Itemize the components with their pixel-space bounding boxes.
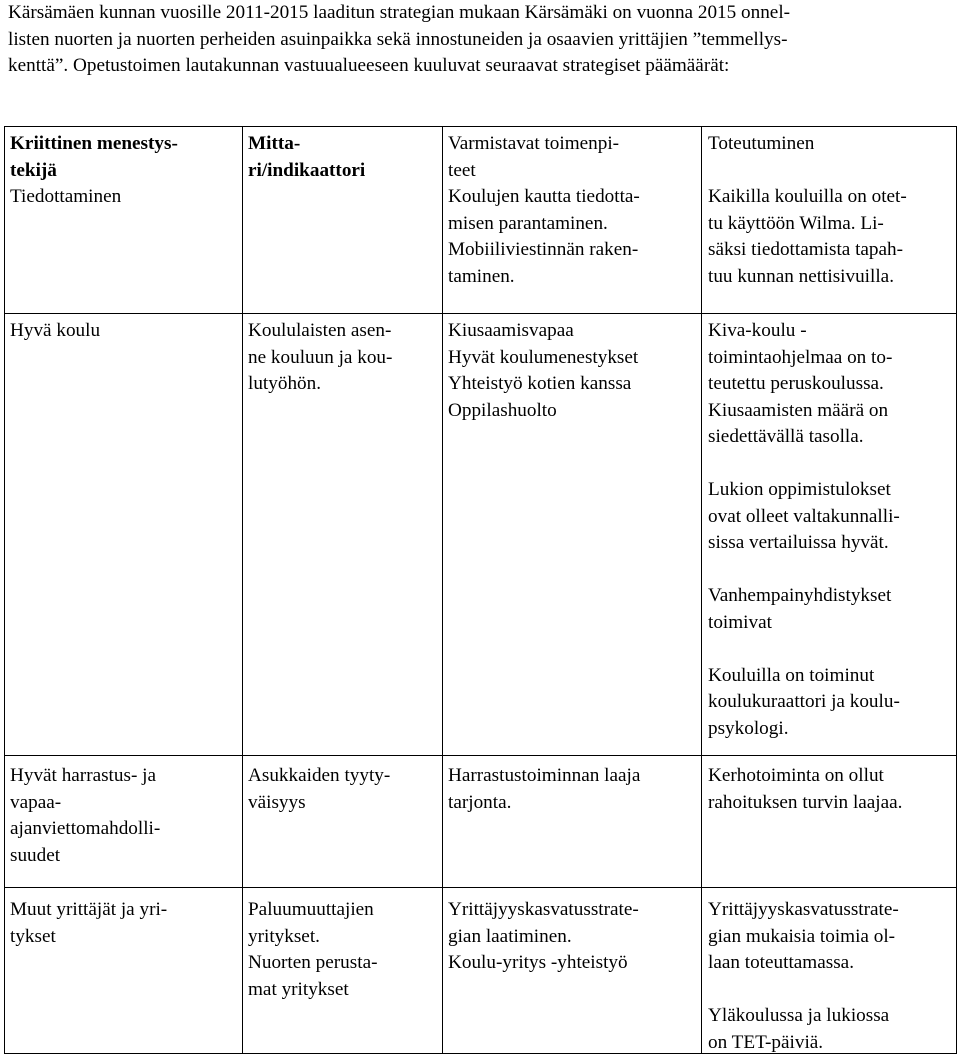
cell-line: Paluumuuttajien — [248, 899, 374, 920]
table-cell-col3 — [448, 318, 638, 424]
header-critical-factor — [10, 131, 178, 184]
cell-line — [708, 557, 900, 584]
cell-line: gian laatiminen. — [448, 925, 572, 947]
cell-line: Oppilashuolto — [448, 399, 557, 421]
table-cell-col2 — [248, 763, 390, 816]
intro-line: kenttä”. Opetustoimen lautakunnan vastuualueeseen kuuluvat seuraavat strategiset päämäärät: — [8, 55, 730, 76]
cell-line: Harrastustoiminnan laaja — [448, 765, 641, 786]
cell-line: sissa vertailuissa hyvät. — [708, 532, 889, 553]
intro-line: listen nuorten ja nuorten perheiden asuinpaikka sekä innostuneiden ja osaavien yrittäjien ”temmellys- — [8, 28, 788, 50]
table-border-v — [4, 126, 5, 1054]
cell-line: ajanviettomahdolli- — [10, 818, 161, 839]
cell-line: Nuorten perusta- — [248, 952, 378, 973]
table-cell-col1 — [10, 897, 167, 950]
intro-line: Kärsämäen kunnan vuosille 2011-2015 laaditun strategian mukaan Kärsämäki on vuonna 2015 onnel- — [8, 2, 791, 23]
table-cell-col4 — [708, 897, 899, 1056]
cell-line: Kaikilla kouluilla on otet- — [708, 186, 907, 207]
cell-line: Toteutuminen — [708, 133, 815, 154]
cell-line: misen parantaminen. — [448, 212, 608, 234]
table-cell-col1 — [10, 763, 160, 869]
cell-line: Kouluilla on toiminut — [708, 664, 875, 686]
cell-line: ne kouluun ja kou- — [248, 346, 393, 368]
cell-line: Asukkaiden tyyty- — [248, 765, 391, 786]
table-border-v — [442, 126, 443, 1054]
cell-line: teet — [448, 159, 476, 181]
table-border-v — [956, 126, 957, 1054]
table-cell-col4 — [708, 763, 902, 816]
cell-line — [708, 977, 899, 1004]
cell-line: lutyöhön. — [248, 373, 322, 394]
cell-line: Yhteistyö kotien kanssa — [448, 373, 632, 394]
cell-line: tu käyttöön Wilma. Li- — [708, 212, 884, 234]
cell-line: Mobiiliviestinnän raken- — [448, 239, 639, 260]
cell-line: rahoituksen turvin laajaa. — [708, 791, 903, 813]
cell-line: mat yritykset — [248, 978, 349, 1000]
cell-line: Tiedottaminen — [10, 186, 122, 207]
cell-line: Koulujen kautta tiedotta- — [448, 186, 640, 207]
cell-line: Kiva-koulu - — [708, 320, 807, 341]
cell-line: Yläkoulussa ja lukiossa — [708, 1005, 890, 1026]
cell-line: Kiusaamisten määrä on — [708, 399, 889, 421]
cell-line: Varmistavat toimenpi- — [448, 133, 620, 154]
cell-line: tuu kunnan nettisivuilla. — [708, 265, 894, 287]
table-border-h — [4, 887, 957, 888]
cell-line: laan toteuttamassa. — [708, 952, 854, 973]
table-cell-col4 — [708, 318, 900, 742]
cell-line — [708, 451, 900, 478]
table-border-h — [4, 755, 957, 756]
cell-line: tykset — [10, 925, 56, 947]
cell-line: Koululaisten asen- — [248, 320, 392, 341]
cell-line: on TET-päiviä. — [708, 1031, 824, 1053]
table-cell-col3 — [448, 763, 640, 816]
table-border-h — [4, 313, 957, 314]
cell-line: tarjonta. — [448, 791, 512, 813]
cell-line: Hyvä koulu — [10, 320, 101, 341]
cell-line: Hyvät koulumenestykset — [448, 346, 639, 368]
cell-line: siedettävällä tasolla. — [708, 426, 864, 447]
cell-line: Vanhempainyhdistykset — [708, 585, 892, 606]
cell-line: Kiusaamisvapaa — [448, 320, 574, 341]
table-cell-col1 — [10, 318, 100, 345]
cell-line: Yrittäjyyskasvatusstrate- — [448, 899, 639, 920]
cell-line: Yrittäjyyskasvatusstrate- — [708, 899, 899, 920]
cell-line: Hyvät harrastus- ja — [10, 765, 156, 786]
cell-line: Koulu-yritys -yhteistyö — [448, 952, 628, 973]
cell-line: koulukuraattori ja koulu- — [708, 691, 900, 712]
table-border-h — [4, 126, 957, 127]
table-border-v — [701, 126, 702, 1054]
cell-line: Lukion oppimistulokset — [708, 479, 891, 500]
cell-line: Mitta- — [248, 133, 301, 154]
cell-line: tekijä — [10, 159, 57, 181]
cell-line: Kriittinen menestys- — [10, 133, 178, 154]
header-realization — [708, 131, 814, 158]
cell-line: psykologi. — [708, 717, 789, 739]
cell-line: suudet — [10, 844, 61, 866]
cell-line: teutettu peruskoulussa. — [708, 373, 884, 394]
cell-line: vapaa- — [10, 791, 62, 813]
table-cell-col2 — [248, 897, 377, 1003]
cell-line: taminen. — [448, 265, 515, 287]
cell-line — [708, 636, 900, 663]
table-cell-col4 — [708, 184, 907, 290]
table-border-v — [242, 126, 243, 1054]
cell-line: toimivat — [708, 611, 772, 633]
cell-line: toimintaohjelmaa on to- — [708, 346, 893, 368]
cell-line: Kerhotoiminta on ollut — [708, 765, 884, 786]
cell-line: ri/indikaattori — [248, 159, 366, 181]
table-cell-col3 — [448, 184, 640, 290]
cell-line: väisyys — [248, 791, 306, 813]
cell-line: Muut yrittäjät ja yri- — [10, 899, 168, 920]
table-cell-col3 — [448, 897, 639, 977]
table-cell-col1 — [10, 184, 121, 211]
cell-line: yritykset. — [248, 925, 320, 947]
cell-line: säksi tiedottamista tapah- — [708, 239, 904, 260]
table-cell-col2 — [248, 318, 392, 398]
cell-line: ovat olleet valtakunnalli- — [708, 505, 900, 527]
header-measures — [448, 131, 619, 184]
header-indicator — [248, 131, 365, 184]
cell-line: gian mukaisia toimia ol- — [708, 925, 896, 947]
